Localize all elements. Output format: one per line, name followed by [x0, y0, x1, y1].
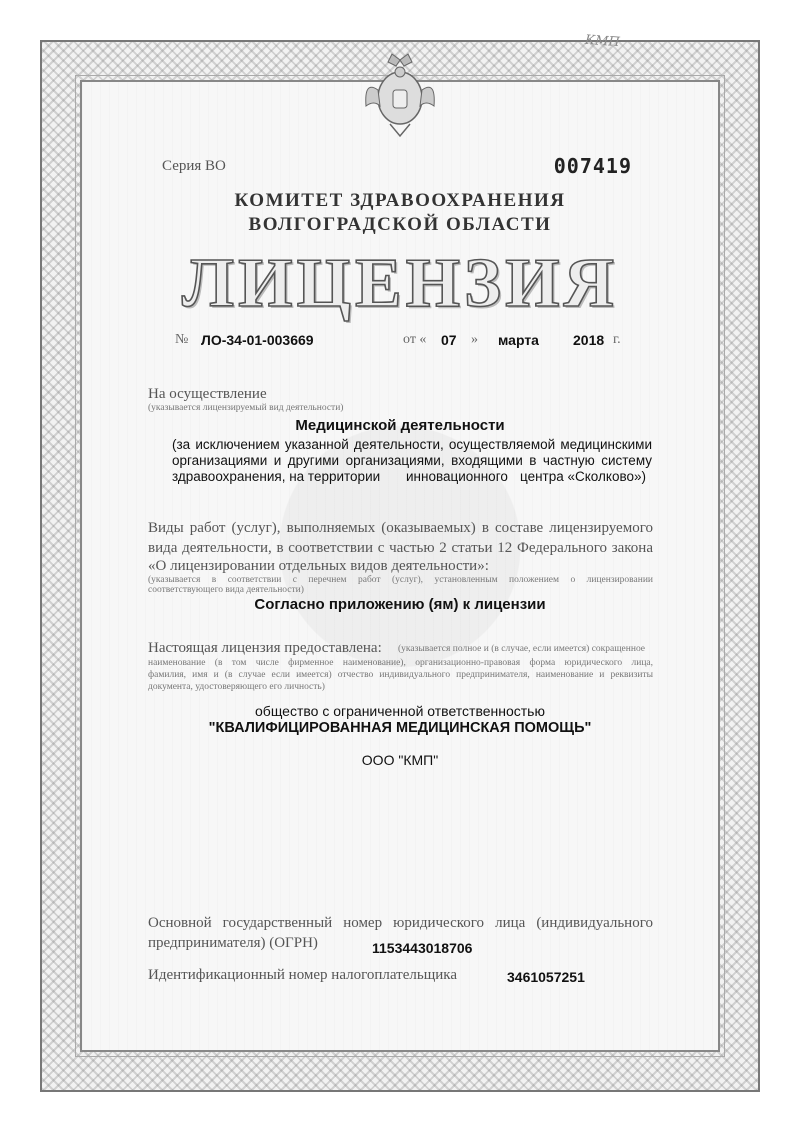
- issuing-authority-line1: КОМИТЕТ ЗДРАВООХРАНЕНИЯ: [234, 190, 566, 211]
- licensee-hint-line2: наименование (в том числе фирменное наименование), организационно-правовая форма юридического лица,: [148, 658, 653, 668]
- activity-desc-line3b: инновационного: [406, 469, 508, 484]
- works-hint-line2: соответствующего вида деятельности): [148, 585, 304, 595]
- licensee-hint-line4: документа, удостоверяющего его личность): [148, 682, 325, 692]
- activity-label: На осуществление: [148, 386, 267, 402]
- year-suffix: г.: [613, 332, 621, 347]
- licensee-label: Настоящая лицензия предоставлена:: [148, 640, 382, 656]
- number-sign: №: [175, 332, 189, 347]
- activity-hint: (указывается лицензируемый вид деятельности): [148, 403, 344, 413]
- works-line3: «О лицензировании отдельных видов деятельности»:: [148, 558, 489, 574]
- document-title: ЛИЦЕНЗИЯ: [181, 245, 619, 322]
- works-value: Согласно приложению (ям) к лицензии: [254, 596, 546, 613]
- works-line1: Виды работ (услуг), выполняемых (оказываемых) в составе лицензируемого: [148, 520, 653, 536]
- activity-desc-line3c: центра «Сколково»): [520, 469, 646, 484]
- issue-day: 07: [441, 332, 457, 348]
- activity-desc-line3a: здравоохранения, на территории: [172, 469, 381, 484]
- licensee-hint-line3: фамилия, имя и (в случае если имеется) отчество индивидуального предпринимателя, наименование и реквизиты: [148, 670, 653, 680]
- inn-label: Идентификационный номер налогоплательщика: [148, 967, 458, 983]
- date-close-quote: »: [471, 332, 478, 347]
- date-from-label: от «: [403, 332, 427, 347]
- issuing-authority-line2: ВОЛГОГРАДСКОЙ ОБЛАСТИ: [248, 214, 552, 235]
- licensee-full-name: "КВАЛИФИЦИРОВАННАЯ МЕДИЦИНСКАЯ ПОМОЩЬ": [208, 720, 592, 736]
- inn-value: 3461057251: [507, 969, 585, 985]
- license-number: ЛО-34-01-003669: [201, 332, 314, 348]
- works-line2: вида деятельности, в соответствии с частью 2 статьи 12 Федерального закона: [148, 540, 653, 556]
- ogrn-label-line1: Основной государственный номер юридического лица (индивидуального: [148, 915, 653, 931]
- licensee-hint-line1: (указывается полное и (в случае, если имеется) сокращенное: [398, 644, 646, 654]
- series-label: Серия ВО: [162, 158, 226, 174]
- handwritten-note: КМП: [584, 32, 621, 51]
- activity-name: Медицинской деятельности: [295, 417, 505, 434]
- activity-desc-line2: организациями и другими организациями, входящими в частную систему: [172, 453, 652, 468]
- ogrn-label-line2: предпринимателя) (ОГРН): [148, 935, 318, 951]
- licensee-legal-form: общество с ограниченной ответственностью: [255, 703, 545, 719]
- serial-number: 007419: [553, 154, 632, 178]
- license-number-row: [175, 332, 645, 352]
- coat-of-arms-emblem: [360, 50, 440, 140]
- issue-month: марта: [498, 332, 539, 348]
- ogrn-value: 1153443018706: [372, 940, 473, 956]
- licensee-short-name: ООО "КМП": [361, 752, 439, 768]
- activity-desc-line1: (за исключением указанной деятельности, осуществляемой медицинскими: [172, 437, 652, 452]
- issue-year: 2018: [573, 332, 605, 348]
- works-hint-line1: (указывается в соответствии с перечнем работ (услуг), установленным положением о лицензировании: [148, 575, 653, 585]
